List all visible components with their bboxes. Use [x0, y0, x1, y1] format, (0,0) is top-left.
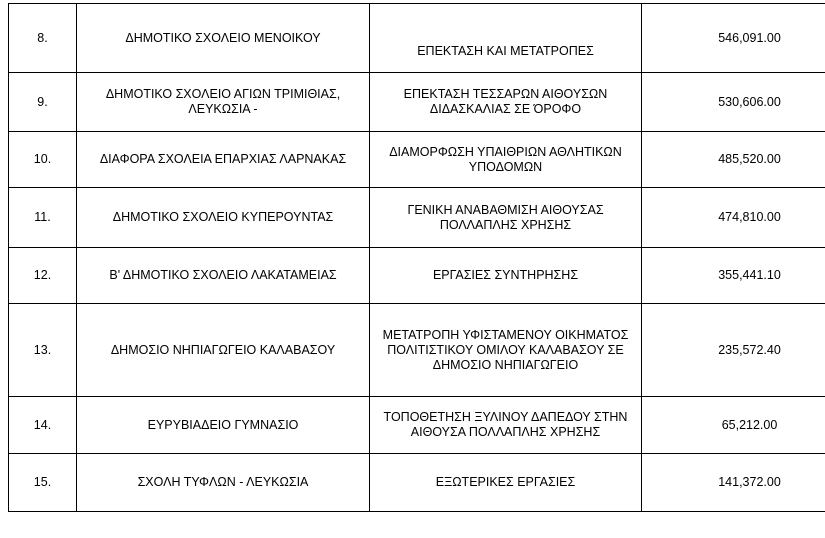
school-name: ΔΗΜΟΤΙΚΟ ΣΧΟΛΕΙΟ ΚΥΠΕΡΟΥΝΤΑΣ	[77, 188, 370, 248]
school-name: Β' ΔΗΜΟΤΙΚΟ ΣΧΟΛΕΙΟ ΛΑΚΑΤΑΜΕΙΑΣ	[77, 248, 370, 304]
work-description: ΔΙΑΜΟΡΦΩΣΗ ΥΠΑΙΘΡΙΩΝ ΑΘΛΗΤΙΚΩΝ ΥΠΟΔΟΜΩΝ	[370, 132, 642, 188]
table-row	[9, 397, 825, 454]
cost-amount: 546,091.00	[642, 4, 825, 73]
table-row	[9, 454, 825, 512]
work-description: ΕΠΕΚΤΑΣΗ ΚΑΙ ΜΕΤΑΤΡΟΠΕΣ	[370, 4, 642, 73]
work-description: ΕΞΩΤΕΡΙΚΕΣ ΕΡΓΑΣΙΕΣ	[370, 454, 642, 512]
work-description: ΜΕΤΑΤΡΟΠΗ ΥΦΙΣΤΑΜΕΝΟΥ ΟΙΚΗΜΑΤΟΣ ΠΟΛΙΤΙΣΤΙΚΟΥ ΟΜΙΛΟΥ ΚΑΛΑΒΑΣΟΥ ΣΕ ΔΗΜΟΣΙΟ ΝΗΠΙΑΓΩΓΕΙΟ	[370, 304, 642, 397]
row-number: 8.	[9, 4, 77, 73]
row-number: 9.	[9, 73, 77, 132]
work-description: ΤΟΠΟΘΕΤΗΣΗ ΞΥΛΙΝΟΥ ΔΑΠΕΔΟΥ ΣΤΗΝ ΑΙΘΟΥΣΑ ΠΟΛΛΑΠΛΗΣ ΧΡΗΣΗΣ	[370, 397, 642, 454]
school-name: ΔΗΜΟΤΙΚΟ ΣΧΟΛΕΙΟ ΜΕΝΟΙΚΟΥ	[77, 4, 370, 73]
school-name: ΔΗΜΟΤΙΚΟ ΣΧΟΛΕΙΟ ΑΓΙΩΝ ΤΡΙΜΙΘΙΑΣ, ΛΕΥΚΩΣΙΑ -	[77, 73, 370, 132]
cost-amount: 485,520.00	[642, 132, 825, 188]
cost-amount: 474,810.00	[642, 188, 825, 248]
row-number: 13.	[9, 304, 77, 397]
table-row	[9, 73, 825, 132]
row-number: 10.	[9, 132, 77, 188]
table-row	[9, 248, 825, 304]
work-description: ΕΡΓΑΣΙΕΣ ΣΥΝΤΗΡΗΣΗΣ	[370, 248, 642, 304]
school-name: ΔΙΑΦΟΡΑ ΣΧΟΛΕΙΑ ΕΠΑΡΧΙΑΣ ΛΑΡΝΑΚΑΣ	[77, 132, 370, 188]
cost-amount: 235,572.40	[642, 304, 825, 397]
table-row	[9, 132, 825, 188]
cost-amount: 141,372.00	[642, 454, 825, 512]
work-description: ΕΠΕΚΤΑΣΗ ΤΕΣΣΑΡΩΝ ΑΙΘΟΥΣΩΝ ΔΙΔΑΣΚΑΛΙΑΣ ΣΕ ΌΡΟΦΟ	[370, 73, 642, 132]
table-row	[9, 304, 825, 397]
work-description: ΓΕΝΙΚΗ ΑΝΑΒΑΘΜΙΣΗ ΑΙΘΟΥΣΑΣ ΠΟΛΛΑΠΛΗΣ ΧΡΗΣΗΣ	[370, 188, 642, 248]
row-number: 12.	[9, 248, 77, 304]
table-row	[9, 4, 825, 73]
school-name: ΣΧΟΛΗ ΤΥΦΛΩΝ - ΛΕΥΚΩΣΙΑ	[77, 454, 370, 512]
school-name: ΕΥΡΥΒΙΑΔΕΙΟ ΓΥΜΝΑΣΙΟ	[77, 397, 370, 454]
row-number: 11.	[9, 188, 77, 248]
cost-amount: 530,606.00	[642, 73, 825, 132]
cost-amount: 65,212.00	[642, 397, 825, 454]
school-name: ΔΗΜΟΣΙΟ ΝΗΠΙΑΓΩΓΕΙΟ ΚΑΛΑΒΑΣΟΥ	[77, 304, 370, 397]
cost-amount: 355,441.10	[642, 248, 825, 304]
row-number: 15.	[9, 454, 77, 512]
table-row	[9, 188, 825, 248]
row-number: 14.	[9, 397, 77, 454]
projects-table	[8, 3, 825, 512]
